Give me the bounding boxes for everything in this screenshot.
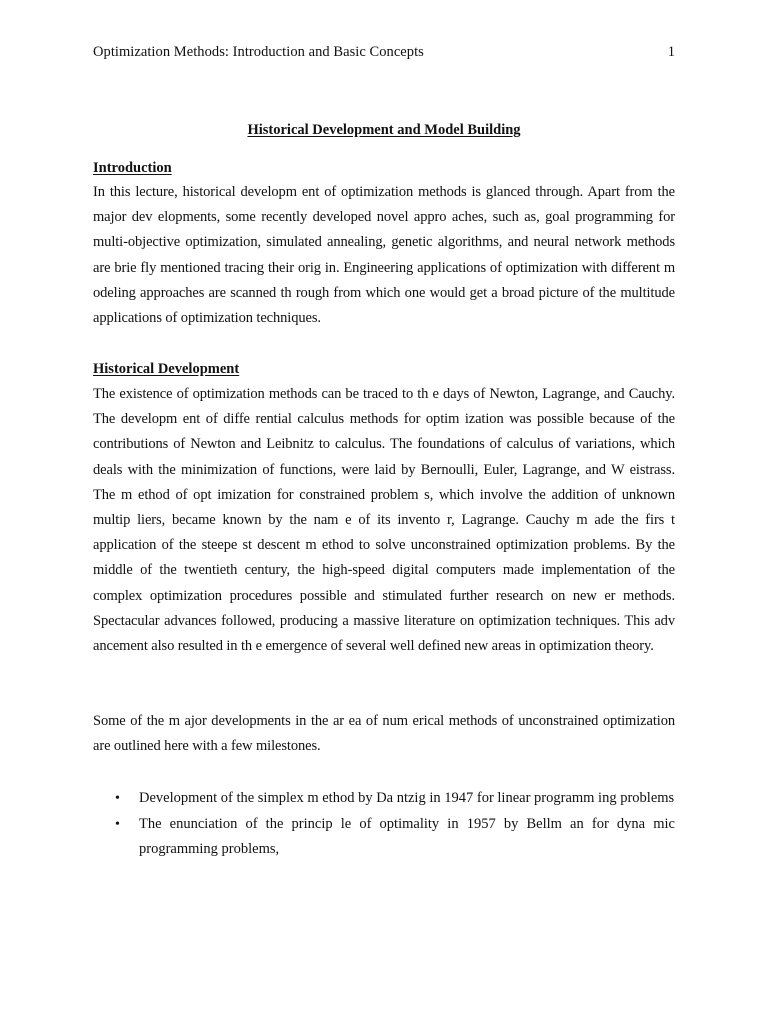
list-item-text: The enunciation of the princip le of optimality in 1957 by Bellm an for dyna mic programming problems,	[139, 816, 675, 858]
page-number: 1	[667, 44, 675, 60]
list-item-text: Development of the simplex m ethod by Da ntzig in 1947 for linear programm ing problems	[139, 790, 675, 806]
document-title-wrap	[0, 120, 768, 140]
historical-development-paragraph: The existence of optimization methods can be traced to th e days of Newton, Lagrange, and Cauchy. The developm ent of diffe rential calculus methods for optim ization was possible because of the contributions of Newton and Leibnitz to calculus. The foundations of calculus of variations, which deals with the minimization of functions, were laid by Bernoulli, Euler, Lagrange, and W eistrass. The m ethod of opt imization for constrained problem s, which involve the addition of unknown multip liers, became known by the nam e of its invento r, Lagrange. Cauchy m ade the firs t application of the steepe st descent m ethod to solve unconstrained optimization problems. By the middle of the twentieth century, the high-speed digital computers made implementation of the complex optimization procedures possible and stimulated further research on new er methods. Spectacular advances followed, producing a massive literature on optimization techniques. This adv ancement also resulted in th e emergence of several well defined new areas in optimization theory.	[93, 386, 675, 655]
running-header	[93, 42, 675, 62]
bullet-icon: •	[115, 817, 120, 832]
document-title: Historical Development and Model Building	[247, 122, 521, 138]
list-item	[93, 786, 675, 811]
section-heading-historical-development: Historical Development	[93, 361, 240, 377]
section-heading-introduction: Introduction	[93, 160, 172, 176]
milestones-intro-paragraph: Some of the m ajor developments in the ar ea of num erical methods of unconstrained optimization are outlined here with a few milestones.	[93, 713, 675, 755]
list-item	[93, 812, 675, 862]
running-title: Optimization Methods: Introduction and Basic Concepts	[93, 44, 424, 60]
introduction-paragraph: In this lecture, historical developm ent of optimization methods is glanced through. Apart from the major dev elopments, some recently developed novel appro aches, such as, goal programming for multi-objective optimization, simulated annealing, genetic algorithms, and neural network methods are brie fly mentioned tracing their orig in. Engineering applications of optimization with different m odeling approaches are scanned th rough from which one would get a broad picture of the multitude applications of optimization techniques.	[93, 184, 675, 327]
milestones-list	[93, 786, 675, 863]
bullet-icon: •	[115, 791, 120, 806]
